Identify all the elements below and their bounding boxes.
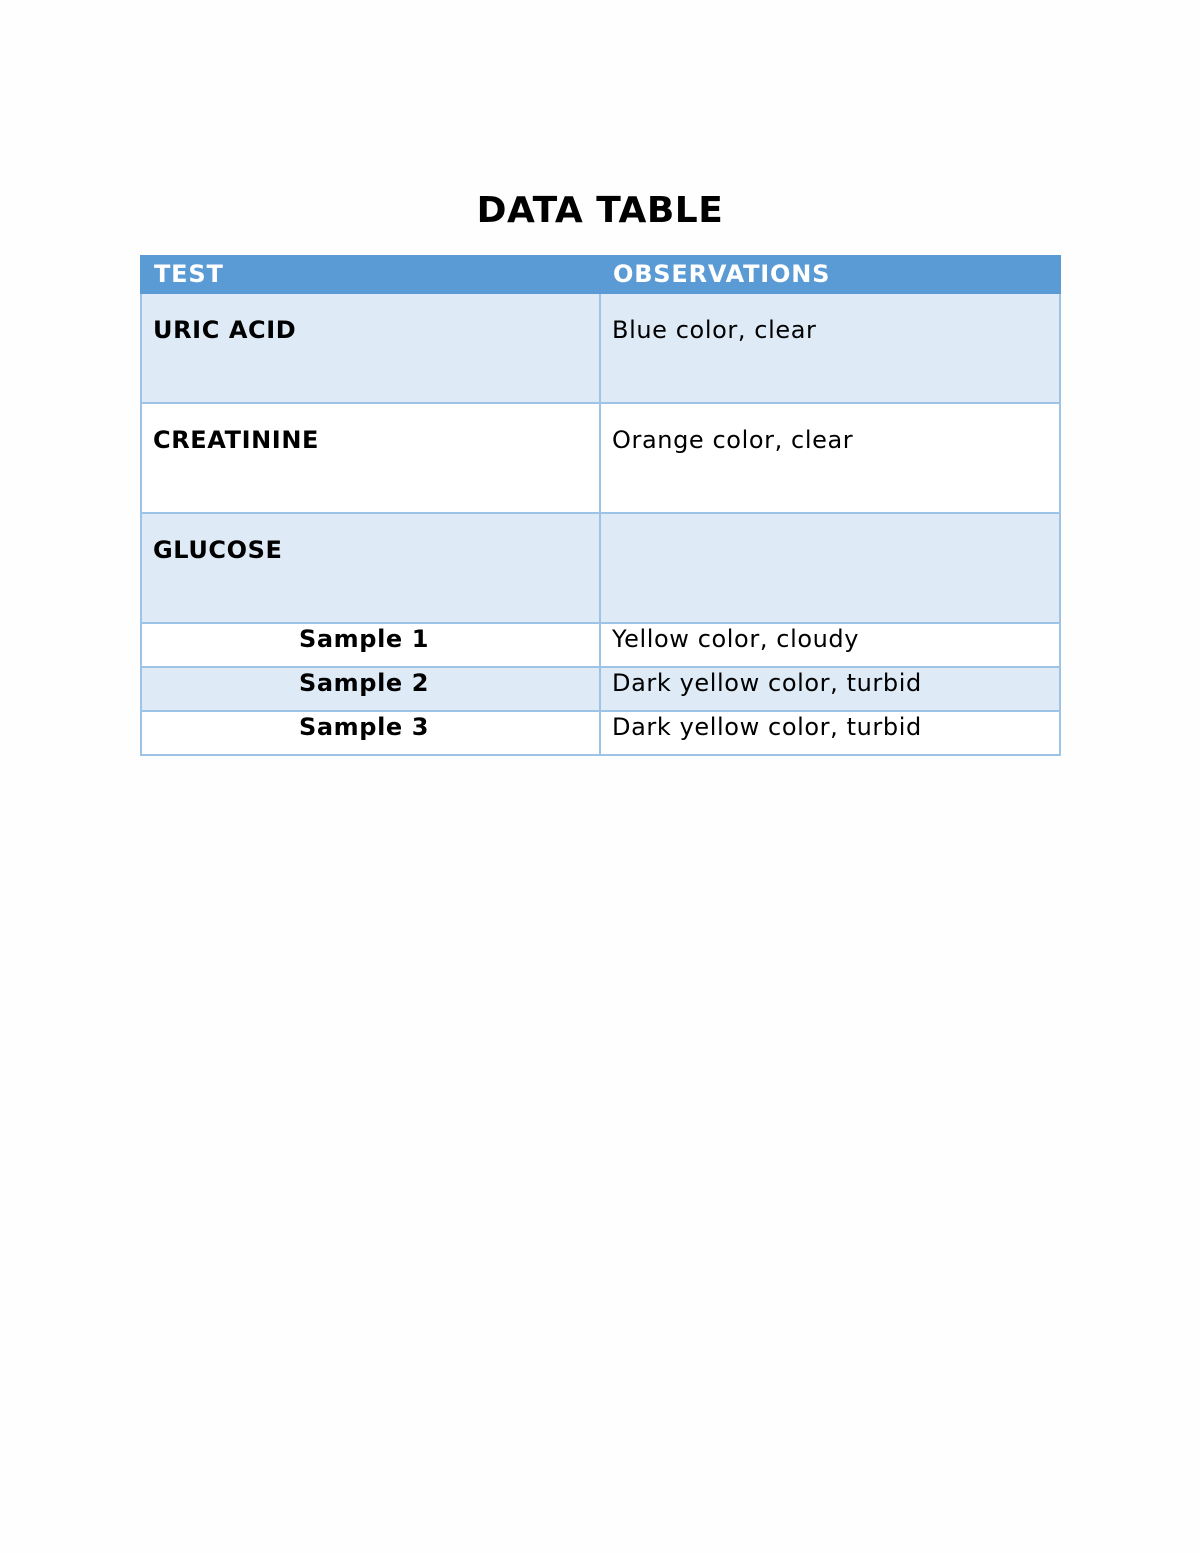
header-test: TEST [141, 256, 600, 293]
sample-cell: Sample 1 [141, 623, 600, 667]
observation-cell: Dark yellow color, turbid [600, 667, 1060, 711]
header-observations: OBSERVATIONS [600, 256, 1060, 293]
table-row [141, 403, 1060, 513]
table-header-row [141, 256, 1060, 293]
table-row [141, 623, 1060, 667]
observation-cell: Dark yellow color, turbid [600, 711, 1060, 755]
observation-cell [600, 513, 1060, 623]
table-row [141, 513, 1060, 623]
observation-cell: Blue color, clear [600, 293, 1060, 403]
table-row [141, 293, 1060, 403]
sample-cell: Sample 3 [141, 711, 600, 755]
test-cell: GLUCOSE [141, 513, 600, 623]
data-table [140, 255, 1061, 756]
table-row [141, 711, 1060, 755]
table-row [141, 667, 1060, 711]
observation-cell: Orange color, clear [600, 403, 1060, 513]
page-title: DATA TABLE [476, 190, 724, 231]
test-cell: URIC ACID [141, 293, 600, 403]
observation-cell: Yellow color, cloudy [600, 623, 1060, 667]
test-cell: CREATININE [141, 403, 600, 513]
sample-cell: Sample 2 [141, 667, 600, 711]
